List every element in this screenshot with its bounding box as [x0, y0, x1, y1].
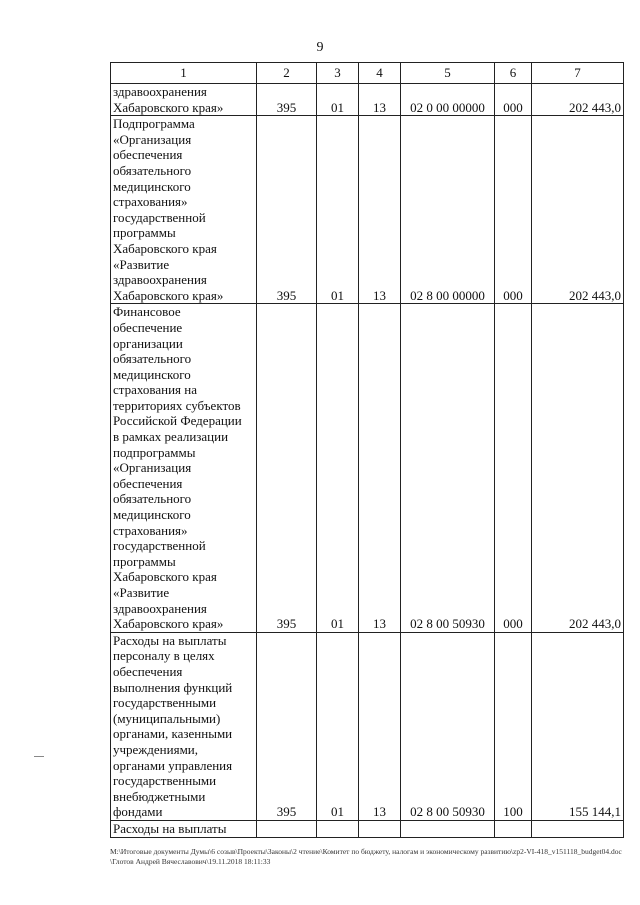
item-name-line: подпрограммы [113, 444, 196, 460]
item-name-line: обеспечения [113, 147, 183, 163]
table-row [111, 116, 624, 304]
expense-type-cell: 000 [495, 304, 532, 632]
item-name-line: здравоохранения [113, 84, 207, 99]
ministry-code-cell: 395 [257, 84, 317, 116]
target-article-cell [401, 820, 495, 837]
table-row [111, 84, 624, 116]
ministry-code-cell [257, 820, 317, 837]
item-name-line: обеспечения [113, 663, 183, 679]
item-name-line: Хабаровского края [113, 240, 217, 256]
expense-type-cell: 100 [495, 632, 532, 820]
item-name-line: здравоохранения [113, 272, 207, 288]
item-name-cell [111, 304, 257, 632]
target-article-cell: 02 8 00 50930 [401, 304, 495, 632]
item-name-line: органами управления [113, 757, 233, 773]
item-name-line: учреждениями, [113, 741, 199, 757]
section-code-cell: 01 [317, 304, 359, 632]
ministry-code-cell: 395 [257, 632, 317, 820]
item-name-line: страхования» [113, 194, 188, 210]
item-name-line: Хабаровского края» [113, 99, 224, 115]
item-name-line: «Развитие [113, 256, 170, 272]
header-col-1: 1 [111, 63, 257, 84]
budget-table [110, 62, 624, 838]
item-name-line: программы [113, 225, 176, 241]
subsection-code-cell: 13 [359, 84, 401, 116]
expense-type-cell [495, 820, 532, 837]
header-col-5: 5 [401, 63, 495, 84]
item-name-line: обязательного [113, 162, 192, 178]
target-article-cell: 02 8 00 00000 [401, 116, 495, 304]
amount-cell: 202 443,0 [532, 116, 624, 304]
item-name-line: фондами [113, 804, 163, 820]
item-name-line: внебюджетными [113, 788, 206, 804]
item-name-line: государственными [113, 695, 217, 711]
item-name-line: в рамках реализации [113, 429, 229, 445]
ministry-code-cell: 395 [257, 304, 317, 632]
item-name-line: Финансовое [113, 304, 181, 320]
item-name-line: Подпрограмма [113, 116, 195, 132]
item-name-line: государственной [113, 209, 206, 225]
table-row [111, 632, 624, 820]
item-name-cell [111, 820, 257, 837]
target-article-cell: 02 8 00 50930 [401, 632, 495, 820]
item-name-line: органами, казенными [113, 726, 233, 742]
header-col-3: 3 [317, 63, 359, 84]
page-number: 9 [316, 40, 324, 55]
item-name-line: Хабаровского края [113, 569, 217, 585]
item-name-line: государственной [113, 538, 206, 554]
item-name-cell [111, 116, 257, 304]
amount-cell: 202 443,0 [532, 84, 624, 116]
item-name-line: обязательного [113, 491, 192, 507]
header-col-7: 7 [532, 63, 624, 84]
item-name-line: территориях субъектов [113, 397, 241, 413]
item-name-line: обязательного [113, 351, 192, 367]
item-name-cell [111, 84, 257, 116]
amount-cell [532, 820, 624, 837]
subsection-code-cell: 13 [359, 304, 401, 632]
amount-cell: 155 144,1 [532, 632, 624, 820]
amount-cell: 202 443,0 [532, 304, 624, 632]
item-name-line: медицинского [113, 366, 191, 382]
item-name-line: Российской Федерации [113, 413, 242, 429]
ministry-code-cell: 395 [257, 116, 317, 304]
item-name-line: организации [113, 335, 183, 351]
item-name-line: Расходы на выплаты [113, 632, 227, 648]
subsection-code-cell: 13 [359, 632, 401, 820]
header-col-2: 2 [257, 63, 317, 84]
section-code-cell: 01 [317, 116, 359, 304]
item-name-line: страхования» [113, 522, 188, 538]
item-name-line: программы [113, 553, 176, 569]
item-name-line: выполнения функций [113, 679, 233, 695]
section-code-cell [317, 820, 359, 837]
item-name-cell [111, 632, 257, 820]
section-code-cell: 01 [317, 632, 359, 820]
item-name-line: Хабаровского края» [113, 616, 224, 632]
header-col-6: 6 [495, 63, 532, 84]
item-name-line: страхования на [113, 382, 197, 398]
table-header-row [111, 63, 624, 84]
item-name-line: государственными [113, 773, 217, 789]
item-name-line: «Организация [113, 460, 192, 476]
table-row [111, 304, 624, 632]
subsection-code-cell [359, 820, 401, 837]
expense-type-cell: 000 [495, 84, 532, 116]
item-name-line: медицинского [113, 178, 191, 194]
section-code-cell: 01 [317, 84, 359, 116]
expense-type-cell: 000 [495, 116, 532, 304]
item-name-line: обеспечения [113, 475, 183, 491]
item-name-line: персоналу в целях [113, 648, 215, 664]
item-name-line: медицинского [113, 507, 191, 523]
margin-mark [34, 756, 44, 757]
subsection-code-cell: 13 [359, 116, 401, 304]
header-col-4: 4 [359, 63, 401, 84]
item-name-line: здравоохранения [113, 600, 207, 616]
target-article-cell: 02 0 00 00000 [401, 84, 495, 116]
item-name-line: «Организация [113, 131, 192, 147]
table-row [111, 820, 624, 837]
item-name-line: Расходы на выплаты [113, 820, 227, 836]
item-name-line: «Развитие [113, 585, 170, 600]
item-name-line: (муниципальными) [113, 710, 221, 726]
document-path-footer: M:\Итоговые документы Думы\6 созыв\Проекты\Законы\2 чтение\Комитет по бюджету, налогам и экономическому развитию\zp2-VI-418_v151118_budget04.doc\Глотов Андрей Вячеславович\19.11.2018 18:11:33 [110, 847, 622, 866]
item-name-line: обеспечение [113, 319, 183, 335]
item-name-line: Хабаровского края» [113, 287, 224, 303]
